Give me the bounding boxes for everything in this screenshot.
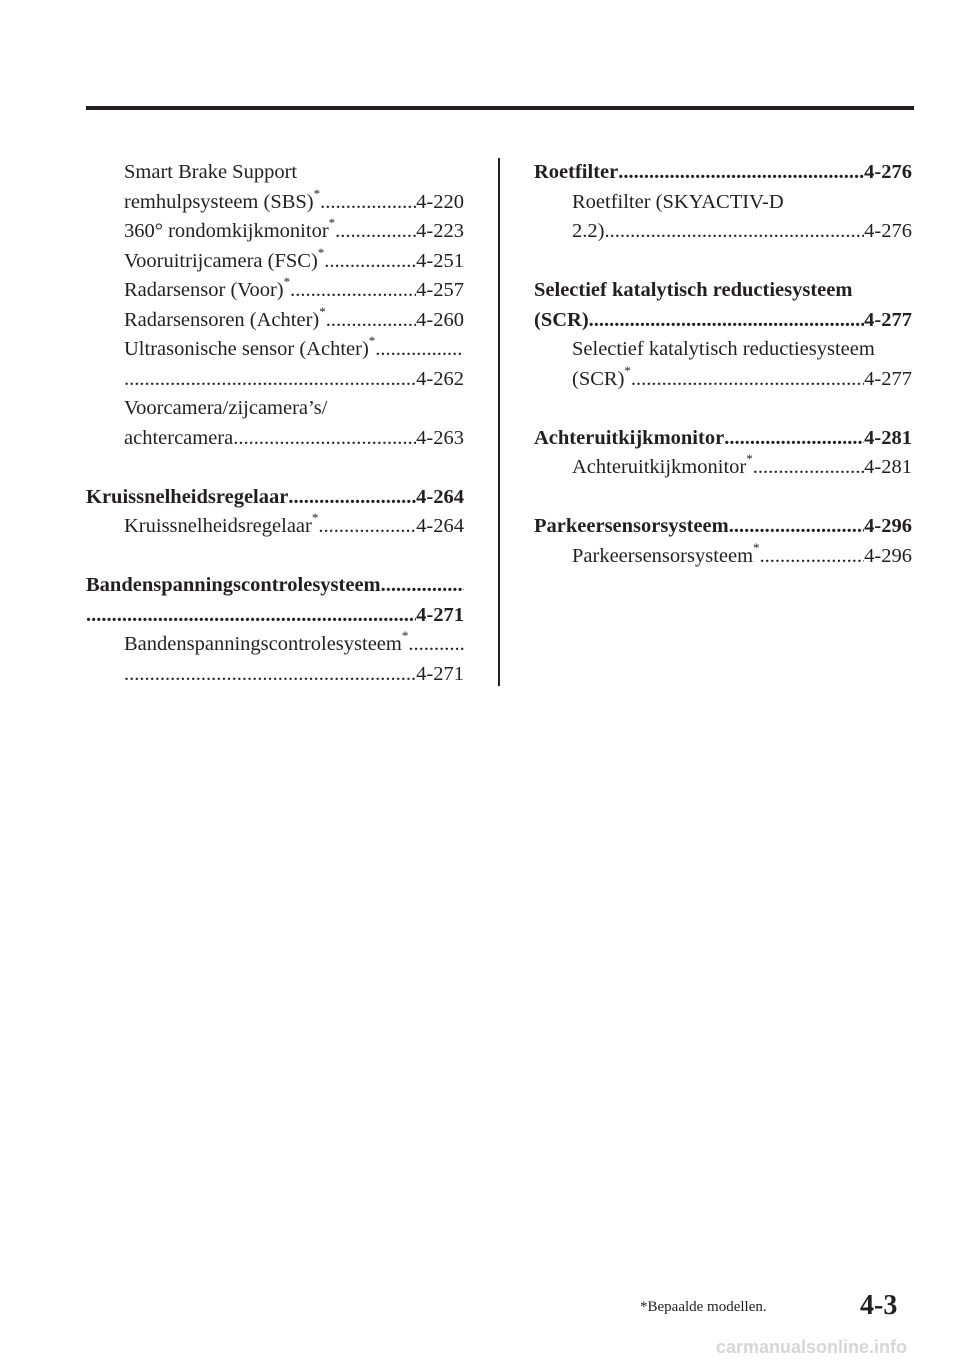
toc-entry-cruise-control[interactable]: [86, 512, 464, 542]
entry-label: Radarsensoren (Achter): [124, 308, 320, 331]
dot-leader: [724, 424, 864, 454]
page-ref: 4-276: [864, 220, 912, 242]
toc-entry-radar-front[interactable]: [86, 276, 464, 306]
toc-heading-tpms[interactable]: [86, 601, 464, 631]
toc-heading-parking-sensor[interactable]: [534, 512, 912, 542]
toc-entry-ultrasonic[interactable]: [86, 365, 464, 395]
toc-entry-camera[interactable]: [86, 424, 464, 454]
toc-entry-sbs-line1[interactable]: Smart Brake Support: [124, 161, 298, 183]
page-ref: 4-251: [416, 249, 464, 272]
dot-leader: [618, 158, 864, 188]
toc-entry-ultrasonic-line1[interactable]: [86, 335, 464, 365]
heading-label: (SCR): [534, 308, 589, 331]
page-ref: 4-257: [416, 279, 464, 301]
toc-right-column: [534, 158, 912, 571]
toc-heading-scr[interactable]: [534, 306, 912, 336]
dot-leader: [290, 276, 416, 306]
page-ref: 4-296: [864, 544, 912, 567]
asterisk-mark: *: [624, 364, 631, 378]
page-ref: 4-264: [416, 485, 464, 508]
page-ref: 4-277: [864, 308, 912, 331]
toc-entry-scr-line1[interactable]: Selectief katalytisch reductiesysteem: [572, 338, 875, 360]
heading-label: Achteruitkijkmonitor: [534, 426, 725, 449]
toc-heading-cruise-control[interactable]: [86, 483, 464, 513]
dot-leader: [86, 601, 416, 631]
page-ref: 4-271: [416, 662, 464, 685]
dot-leader: [318, 512, 416, 542]
toc-heading-rear-view-monitor[interactable]: [534, 424, 912, 454]
toc-heading-tpms-line1[interactable]: [86, 571, 464, 601]
dot-leader: [631, 365, 864, 395]
dot-leader: [124, 365, 416, 395]
dot-leader: [124, 660, 416, 690]
dot-leader: [320, 188, 416, 218]
page-ref: 4-220: [416, 190, 464, 213]
asterisk-mark: *: [753, 541, 760, 555]
entry-label: Vooruitrijcamera (FSC): [124, 249, 318, 272]
page-ref: 4-277: [864, 367, 912, 390]
entry-label: remhulpsysteem (SBS): [124, 190, 314, 213]
entry-label: Radarsensor (Voor): [124, 279, 284, 301]
asterisk-mark: *: [283, 276, 291, 290]
toc-entry-radar-rear[interactable]: [86, 306, 464, 336]
entry-label: Ultrasonische sensor (Achter): [124, 338, 369, 360]
asterisk-mark: *: [319, 305, 326, 319]
page-ref: 4-281: [864, 456, 912, 478]
watermark: carmanualsonline.info: [716, 1337, 908, 1357]
entry-label: Kruissnelheidsregelaar: [124, 515, 312, 537]
toc-entry-particulate-filter-line1[interactable]: Roetfilter (SKYACTIV-D: [572, 190, 784, 213]
page-ref: 4-264: [416, 515, 464, 537]
toc-entry-scr[interactable]: [534, 365, 912, 395]
toc-entry-camera-line1[interactable]: Voorcamera/zijcamera’s/: [124, 397, 328, 419]
asterisk-mark: *: [328, 217, 336, 231]
dot-leader: [729, 512, 864, 542]
dot-leader: [589, 306, 865, 336]
page-ref: 4-223: [416, 220, 464, 242]
entry-label: 360° rondomkijkmonitor: [124, 220, 329, 242]
page-ref: 4-281: [864, 426, 912, 449]
toc-entry-360-monitor[interactable]: [86, 217, 464, 247]
dot-leader: [288, 483, 416, 513]
heading-label: Bandenspanningscontrolesysteem: [86, 574, 381, 596]
dot-leader: [604, 217, 864, 247]
toc-entry-tpms-line1[interactable]: [86, 630, 464, 660]
toc-entry-rear-view-monitor[interactable]: [534, 453, 912, 483]
asterisk-mark: *: [746, 453, 753, 467]
asterisk-mark: *: [313, 187, 321, 201]
entry-label: 2.2): [572, 220, 605, 242]
dot-leader: [408, 630, 464, 660]
dot-leader: [233, 424, 416, 454]
dot-leader: [335, 217, 416, 247]
toc-entry-fsc[interactable]: [86, 247, 464, 277]
toc-heading-particulate-filter[interactable]: [534, 158, 912, 188]
top-rule: [86, 106, 914, 110]
toc-entry-particulate-filter[interactable]: [534, 217, 912, 247]
entry-label: Parkeersensorsysteem: [572, 544, 754, 567]
heading-label: Roetfilter: [534, 161, 619, 183]
column-divider: [498, 158, 500, 686]
dot-leader: [324, 247, 416, 277]
entry-label: achtercamera: [124, 426, 234, 449]
asterisk-mark: *: [317, 246, 325, 260]
dot-leader: [760, 542, 865, 572]
heading-label: Parkeersensorsysteem: [534, 515, 729, 537]
page-ref: 4-262: [416, 367, 464, 390]
entry-label: (SCR): [572, 367, 625, 390]
dot-leader: [326, 306, 416, 336]
entry-label: Achteruitkijkmonitor: [572, 456, 747, 478]
heading-label: Kruissnelheidsregelaar: [86, 485, 289, 508]
toc-entry-tpms[interactable]: [86, 660, 464, 690]
page-ref: 4-271: [416, 603, 464, 626]
asterisk-mark: *: [311, 512, 319, 526]
toc-heading-scr-line1[interactable]: Selectief katalytisch reductiesysteem: [534, 279, 853, 301]
page-ref: 4-276: [864, 161, 912, 183]
dot-leader: [381, 571, 464, 601]
asterisk-mark: *: [401, 630, 409, 644]
entry-label: Bandenspanningscontrolesysteem: [124, 633, 402, 655]
page-number: 4-3: [860, 1290, 898, 1321]
toc-left-column: [86, 158, 464, 689]
dot-leader: [375, 335, 464, 365]
toc-entry-parking-sensor[interactable]: [534, 542, 912, 572]
asterisk-mark: *: [368, 335, 376, 349]
page-ref: 4-263: [416, 426, 464, 449]
footnote-optional-models: *Bepaalde modellen.: [640, 1299, 767, 1315]
page-ref: 4-260: [416, 308, 464, 331]
page-ref: 4-296: [864, 515, 912, 537]
toc-entry-sbs[interactable]: [86, 188, 464, 218]
dot-leader: [753, 453, 864, 483]
